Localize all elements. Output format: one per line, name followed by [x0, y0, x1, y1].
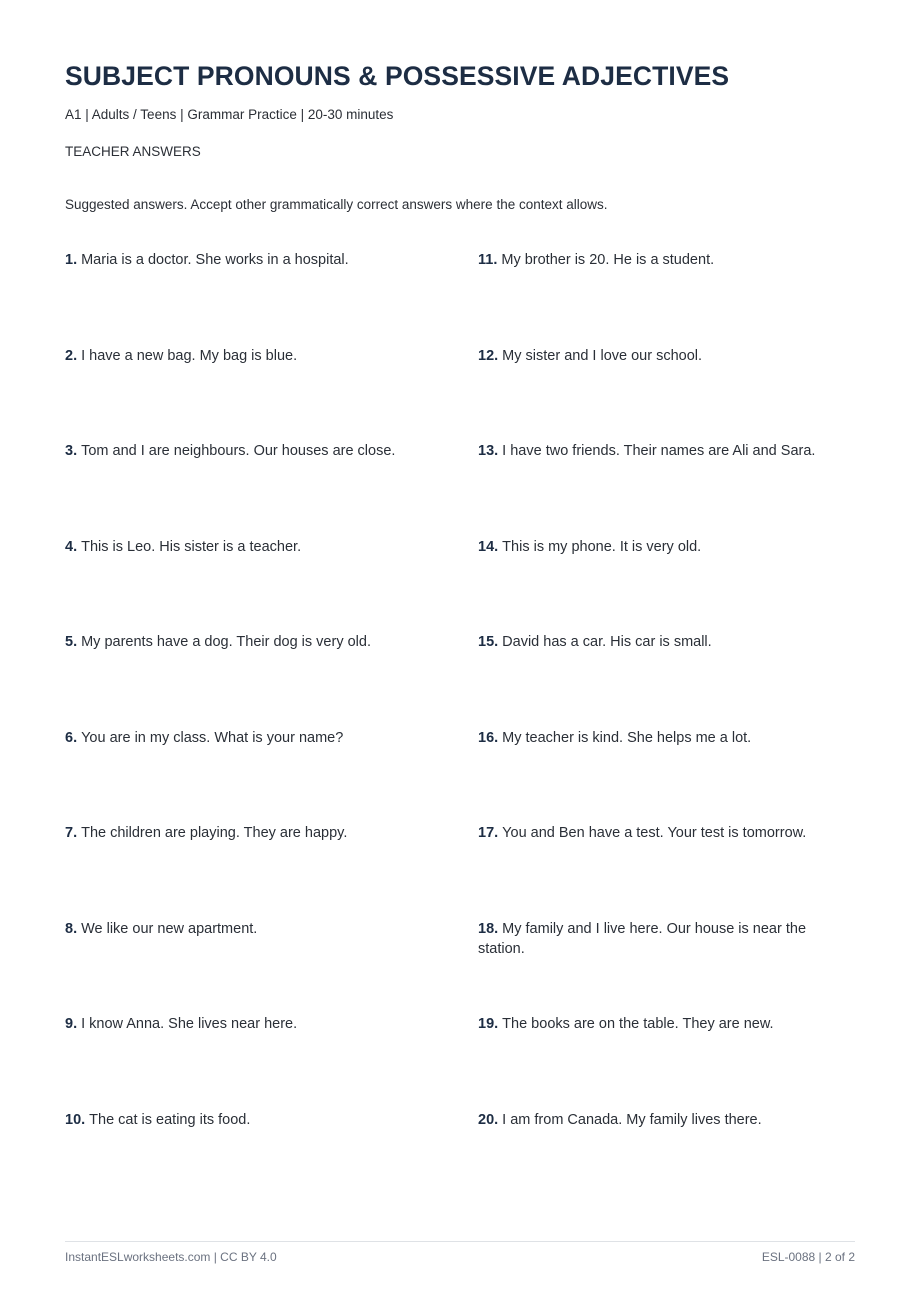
- answer-item: [478, 823, 855, 919]
- answer-number: 10.: [65, 1111, 86, 1128]
- answer-text: David has a car. His car is small.: [502, 634, 712, 650]
- page-title: SUBJECT PRONOUNS & POSSESSIVE ADJECTIVES: [65, 61, 730, 91]
- answer-number: 3.: [65, 443, 78, 459]
- answer-text: My family and I live here. Our house is near the station.: [478, 920, 807, 957]
- answer-item: [65, 823, 478, 919]
- answer-text: Maria is a doctor. She works in a hospital.: [81, 252, 349, 268]
- answer-item: [65, 537, 478, 633]
- answer-text: We like our new apartment.: [81, 920, 258, 937]
- answer-text: You are in my class. What is your name?: [81, 729, 344, 746]
- answer-item: [65, 1014, 478, 1110]
- answer-text: I know Anna. She lives near here.: [81, 1016, 298, 1032]
- answer-number: 18.: [478, 920, 499, 937]
- answer-item: [65, 1110, 478, 1206]
- answer-text: The cat is eating its food.: [89, 1111, 251, 1128]
- answer-number: 14.: [478, 538, 499, 555]
- answer-number: 13.: [478, 443, 499, 459]
- answer-number: 6.: [65, 729, 78, 746]
- footer-page-number: ESL-0088 | 2 of 2: [761, 1250, 855, 1264]
- answers-grid: [65, 250, 855, 1205]
- answer-number: 16.: [478, 729, 499, 746]
- answer-text: This is Leo. His sister is a teacher.: [81, 538, 302, 555]
- answer-item: [478, 919, 855, 1015]
- answer-item: [478, 1014, 855, 1110]
- answer-text: This is my phone. It is very old.: [502, 538, 702, 555]
- answer-number: 11.: [478, 252, 498, 268]
- answer-number: 2.: [65, 347, 78, 364]
- answer-text: My sister and I love our school.: [502, 347, 703, 364]
- answer-number: 12.: [478, 347, 499, 364]
- answer-text: My parents have a dog. Their dog is very old.: [81, 634, 371, 650]
- answer-number: 4.: [65, 538, 78, 555]
- answer-number: 7.: [65, 825, 78, 841]
- answer-item: [65, 919, 478, 1015]
- answer-number: 20.: [478, 1111, 499, 1128]
- answer-number: 8.: [65, 920, 78, 937]
- answer-item: [478, 346, 855, 442]
- answer-item: [65, 346, 478, 442]
- answer-item: [65, 441, 478, 537]
- answer-text: My teacher is kind. She helps me a lot.: [502, 729, 752, 746]
- answer-number: 9.: [65, 1016, 78, 1032]
- answer-number: 5.: [65, 634, 78, 650]
- answer-item: [478, 728, 855, 824]
- answer-item: [65, 250, 478, 346]
- answer-text: My brother is 20. He is a student.: [501, 252, 715, 268]
- answer-text: The books are on the table. They are new.: [502, 1016, 774, 1032]
- answer-item: [65, 728, 478, 824]
- answer-text: I am from Canada. My family lives there.: [502, 1111, 762, 1128]
- answer-item: [478, 250, 855, 346]
- answer-text: I have a new bag. My bag is blue.: [81, 347, 298, 364]
- section-label: TEACHER ANSWERS: [65, 144, 201, 159]
- instructions-text: Suggested answers. Accept other grammatically correct answers where the context allows.: [65, 197, 608, 212]
- answer-item: [478, 441, 855, 537]
- footer-source: InstantESLworksheets.com | CC BY 4.0: [65, 1250, 277, 1264]
- worksheet-meta: A1 | Adults / Teens | Grammar Practice | 20-30 minutes: [65, 107, 394, 122]
- answer-number: 17.: [478, 825, 499, 841]
- answer-item: [65, 632, 478, 728]
- answer-text: You and Ben have a test. Your test is tomorrow.: [502, 825, 807, 841]
- answer-text: The children are playing. They are happy.: [81, 825, 348, 841]
- answer-number: 1.: [65, 252, 78, 268]
- answer-item: [478, 632, 855, 728]
- footer-divider: [65, 1241, 855, 1242]
- answer-item: [478, 1110, 855, 1206]
- answer-text: Tom and I are neighbours. Our houses are close.: [81, 443, 396, 459]
- answer-item: [478, 537, 855, 633]
- answer-number: 15.: [478, 634, 499, 650]
- answer-number: 19.: [478, 1016, 499, 1032]
- answer-text: I have two friends. Their names are Ali and Sara.: [502, 443, 816, 459]
